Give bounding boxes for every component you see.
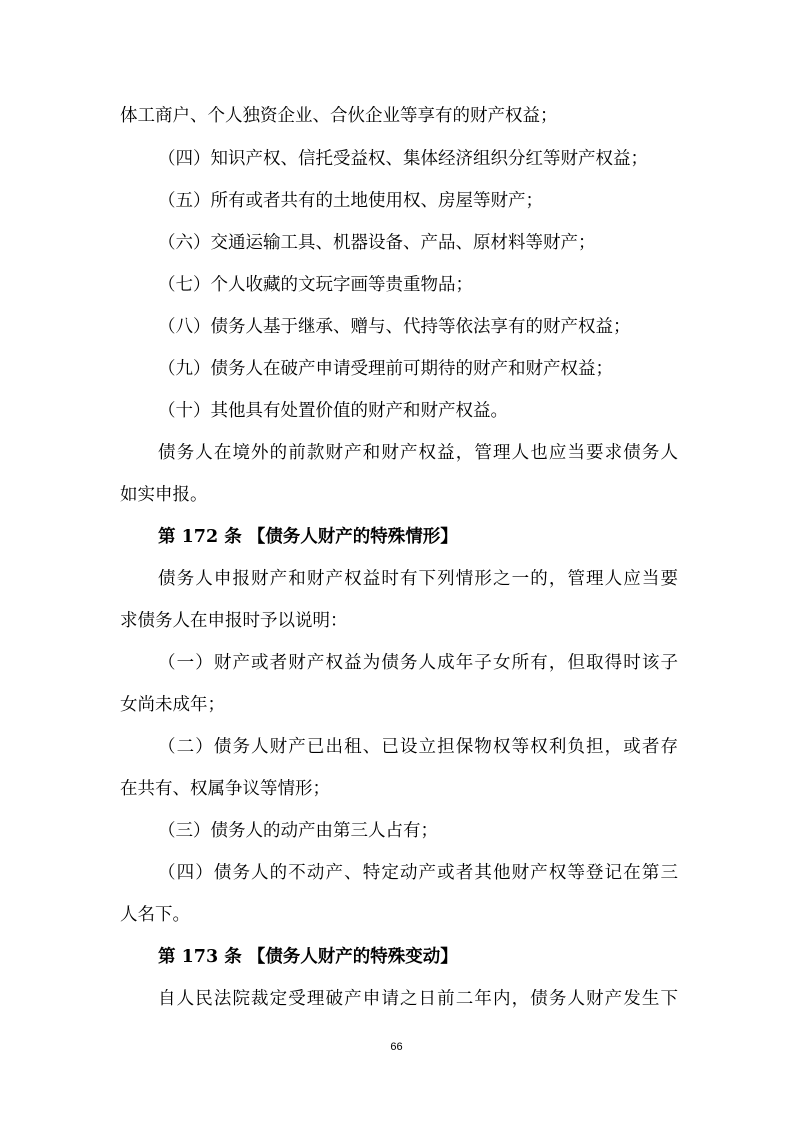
list-item-5: （五）所有或者共有的土地使用权、房屋等财产；: [158, 191, 543, 211]
paragraph-line: 债务人申报财产和财产权益时有下列情形之一的，管理人应当要: [158, 569, 678, 589]
article-heading-172: 第 172 条 【债务人财产的特殊情形】: [158, 527, 458, 547]
paragraph-line: 人名下。: [120, 905, 190, 925]
paragraph-line: 自人民法院裁定受理破产申请之日前二年内，债务人财产发生下: [158, 989, 678, 1009]
paragraph-line: 在共有、权属争议等情形；: [120, 779, 330, 799]
article-heading-173: 第 173 条 【债务人财产的特殊变动】: [158, 947, 458, 967]
page-number: 66: [390, 1041, 403, 1053]
paragraph-line: 债务人在境外的前款财产和财产权益，管理人也应当要求债务人: [158, 443, 678, 463]
list-item-9: （九）债务人在破产申请受理前可期待的财产和财产权益；: [158, 359, 613, 379]
list-item-3: （三）债务人的动产由第三人占有；: [158, 821, 438, 841]
list-item-8: （八）债务人基于继承、赠与、代持等依法享有的财产权益；: [158, 317, 631, 337]
paragraph-line: 体工商户、个人独资企业、合伙企业等享有的财产权益；: [120, 106, 558, 126]
list-item-6: （六）交通运输工具、机器设备、产品、原材料等财产；: [158, 233, 596, 253]
paragraph-line: 如实申报。: [120, 485, 208, 505]
list-item-1: （一）财产或者财产权益为债务人成年子女所有，但取得时该子: [158, 653, 678, 673]
list-item-10: （十）其他具有处置价值的财产和财产权益。: [158, 401, 508, 421]
list-item-7: （七）个人收藏的文玩字画等贵重物品；: [158, 275, 473, 295]
list-item-4: （四）知识产权、信托受益权、集体经济组织分红等财产权益；: [158, 149, 648, 169]
paragraph-line: 女尚未成年；: [120, 695, 225, 715]
list-item-4: （四）债务人的不动产、特定动产或者其他财产权等登记在第三: [158, 863, 678, 883]
list-item-2: （二）债务人财产已出租、已设立担保物权等权利负担，或者存: [158, 737, 678, 757]
paragraph-line: 求债务人在申报时予以说明：: [120, 611, 348, 631]
